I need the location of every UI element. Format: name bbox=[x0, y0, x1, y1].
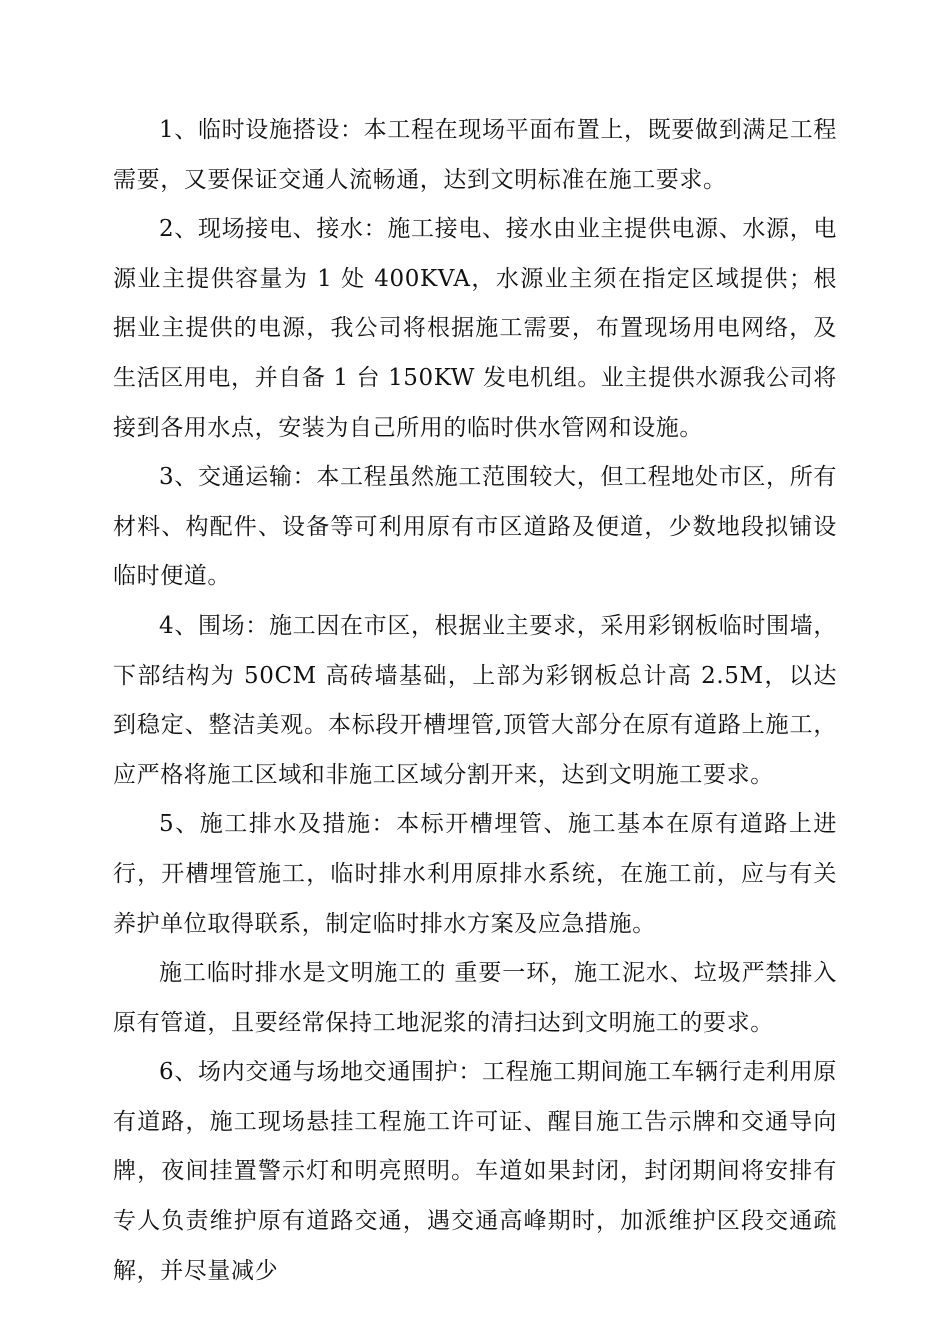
document-body bbox=[113, 106, 837, 1296]
paragraph-transportation: 3、交通运输：本工程虽然施工范围较大，但工程地处市区，所有材料、构配件、设备等可利用原有市区道路及便道，少数地段拟铺设临时便道。 bbox=[113, 464, 837, 590]
paragraph-power-water-supply: 2、现场接电、接水：施工接电、接水由业主提供电源、水源，电源业主提供容量为 1 处 400KVA，水源业主须在指定区域提供；根据业主提供的电源，我公司将根据施工需要，布置现场用电网络，及生活区用电，并自备 1 台 150KW 发电机组。业主提供水源我公司将接到各用水点，安装为自己所用的临时供水管网和设施。 bbox=[113, 216, 837, 441]
paragraph-temporary-drainage: 施工临时排水是文明施工的 重要一环，施工泥水、垃圾严禁排入原有管道，且要经常保持工地泥浆的清扫达到文明施工的要求。 bbox=[113, 960, 837, 1036]
paragraph-enclosure: 4、围场：施工因在市区，根据业主要求，采用彩钢板临时围墙，下部结构为 50CM 高砖墙基础，上部为彩钢板总计高 2.5M，以达到稳定、整洁美观。本标段开槽埋管,顶管大部分在原有道路上施工，应严格将施工区域和非施工区域分割开来，达到文明施工要求。 bbox=[113, 612, 837, 788]
paragraph-site-traffic: 6、场内交通与场地交通围护：工程施工期间施工车辆行走利用原有道路，施工现场悬挂工程施工许可证、醒目施工告示牌和交通导向牌，夜间挂置警示灯和明亮照明。车道如果封闭，封闭期间将安排有专人负责维护原有道路交通，遇交通高峰期时，加派维护区段交通疏解，并尽量减少 bbox=[113, 1059, 837, 1284]
paragraph-drainage-measures: 5、施工排水及措施：本标开槽埋管、施工基本在原有道路上进行，开槽埋管施工，临时排水利用原排水系统，在施工前，应与有关养护单位取得联系，制定临时排水方案及应急措施。 bbox=[113, 811, 837, 937]
paragraph-temporary-facilities: 1、临时设施搭设：本工程在现场平面布置上，既要做到满足工程需要，又要保证交通人流畅通，达到文明标准在施工要求。 bbox=[113, 117, 837, 193]
